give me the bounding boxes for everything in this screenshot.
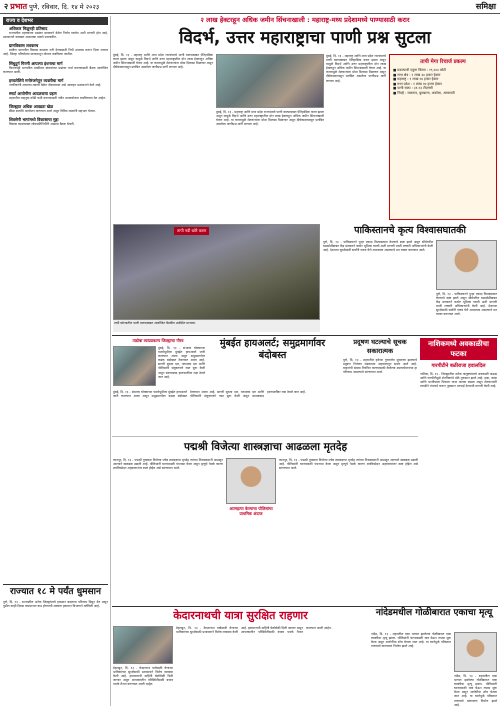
mumbai-body: मुंबई, दि. १३ - संभाव्य धोक्याच्या पार्श्वभूमीवर मुंबईत हायअलर्ट जारी करण्यात आला असून समुद्रमार्गावर कडक बंदोबस्त ठेवण्यात आला आहे. सागरी सुरक्षा दल, तटरक्षक दल आणि पोलिसांनी संयुक्तपणे गस्त सुरू केली असून संशयास्पद हालचालींवर लक्ष ठेवले जात आहे.	[113, 390, 306, 399]
page-number: २	[4, 2, 9, 11]
project-box-title: तापी मेगा रिचार्ज प्रकल्प	[420, 59, 466, 65]
lead-photo	[216, 54, 324, 108]
scientist-photo	[226, 458, 276, 504]
brief-head: जिल्ह्यात अधिक आवडता खेळ	[9, 104, 54, 110]
nanded-headline: नांदेडमधील गोळीबारात एकाचा मृत्यू	[375, 608, 493, 618]
lead-body-cont2: मुंबई, दि. १३ - महाराष्ट्र आणि मध्य प्रदेश राज्यांमध्ये पाणी वाटपाबाबत ऐतिहासिक करार झाला असून यामुळे विदर्भ आणि उत्तर महाराष्ट्रातील दोन लाख हेक्टरहून अधिक जमीन सिंचनाखाली येणार आहे. या करारामुळे शेतकऱ्यांना मोठा दिलासा मिळणार असून दीर्घकाळापासून प्रलंबित असलेला पाणीप्रश्न मार्गी लागला आहे.	[326, 54, 386, 83]
meeting-caption: तापी खोऱ्यातील पाणी वाटपाबाबत आयोजित बैठकीत उपस्थित मान्यवर.	[113, 320, 320, 332]
photo-label: तापी नदी खोरे करार	[174, 227, 209, 235]
pakistan-body: पुणे, दि. १३ - पाकिस्तानने पुन्हा एकदा विश्वासघात केल्याचे स्पष्ट झाले असून सीमेवरील घडामोडींबाबत केंद्र सरकारने कठोर भूमिका घ्यावी अशी मागणी माजी लष्करी अधिकाऱ्यांनी केली आहे. देशाच्या सुरक्षेसाठी सर्वांनी एकत्र येणे आवश्यक असल्याचे मत व्यक्त करण्यात आले.	[323, 240, 433, 253]
kedarnath-body-short: डेहराडून, दि. १३ - केदारनाथ यात्रेसाठी येणाऱ्या भाविकांच्या सुरक्षेसाठी प्रशासनाने विशेष व्यवस्था केली आहे. हवामानाची माहिती वेळोवेळी दिली जाणार असून आपत्कालीन परिस्थितीसाठी बचाव पथके तैनात करण्यात आली आहेत.	[113, 666, 173, 687]
project-item: ■ पाणी साठा : ३१.१३ टीएमसी	[393, 86, 433, 91]
nanded-body-cont: नांदेड, दि. १३ - शहरातील एका भागात झालेल्या गोळीबारात एका व्यक्तीचा मृत्यू झाला. पोलिसांनी घटनास्थळी धाव घेऊन तपास सुरू केला असून आरोपींचा शोध घेतला जात आहे. या घटनेमुळे परिसरात तणावाचे वातावरण निर्माण झाले आहे.	[454, 674, 497, 707]
pradushan-body: पुणे, दि. १३ - शहरातील हवेच्या गुणवत्तेत सुधारणा झाल्याचे प्रदूषण नियंत्रण मंडळाच्या अहवालातून समोर आले आहे. वाहनांची संख्या नियंत्रित करण्यासाठी केलेल्या उपाययोजनांचा हा परिणाम असल्याचे सांगण्यात आले.	[343, 358, 417, 375]
project-item: ■ महाराष्ट्र : १ लाख १७ हजार हेक्टर	[393, 77, 439, 82]
brief-head: सिंधुदुर्ग गिरणी आपल्या इंधनाचा मार्ग	[9, 60, 63, 66]
mumbai-headline: मुंबईत हायअलर्ट; समुद्रमार्गावर बंदोबस्त	[219, 338, 326, 361]
nashik-body: नाशिक, दि. १३ - जिल्ह्यातील अनेक तालुक्यांमध्ये अवकाळी पाऊस आणि गारपीटीमुळे शेतपिकांचे मोठे नुकसान झाले आहे. द्राक्ष, कांदा आणि भाजीपाला पिकांना याचा फटका बसला असून शेतकऱ्यांनी तातडीने पंचनामे करून नुकसान भरपाई देण्याची मागणी केली आहे.	[420, 372, 497, 389]
padma-kicker: आत्महत्या केल्याचा पोलिसांचा प्राथमिक अंदाज	[229, 506, 273, 516]
bottom-left-body: पुणे, दि. १३ - राज्यातील अनेक जिल्ह्यांमध्ये हवामान बदलाचा परिणाम दिसून येत असून पुढील काही दिवस तापमानात वाढ होण्याची शक्यता हवामान विभागाने वर्तविली आहे.	[3, 600, 108, 609]
pakistan-headline: पाकिस्तानचे कृत्य विश्वासघातकी	[354, 225, 466, 236]
project-item: ■ लाभ क्षेत्र : २ लाख ३४ हजार हेक्टर	[393, 72, 441, 77]
nashik-headline: नाशिकमध्ये अवकाळीचा फटका	[420, 338, 497, 360]
nashik-sub: गारपीटीने बळीराजा हवालदिल	[431, 363, 486, 369]
kedarnath-photo	[113, 626, 173, 664]
pakistan-body-cont: पुणे, दि. १३ - पाकिस्तानने पुन्हा एकदा विश्वासघात केल्याचे स्पष्ट झाले असून सीमेवरील घडामोडींबाबत केंद्र सरकारने कठोर भूमिका घ्यावी अशी मागणी माजी लष्करी अधिकाऱ्यांनी केली आहे. देशाच्या सुरक्षेसाठी सर्वांनी एकत्र येणे आवश्यक असल्याचे मत व्यक्त करण्यात आले.	[436, 292, 497, 317]
project-box	[389, 54, 497, 220]
kedarnath-body: डेहराडून, दि. १३ - केदारनाथ यात्रेसाठी येणाऱ्या भाविकांच्या सुरक्षेसाठी प्रशासनाने विशेष व्यवस्था केली आहे. हवामानाची माहिती वेळोवेळी दिली जाणार असून आपत्कालीन परिस्थितीसाठी बचाव पथके तैनात करण्यात आली आहेत.	[176, 626, 332, 635]
brief-body: नागरिकांनी आपल्या तक्रारी वेळेत नोंदवाव्यात असे आवाहन प्रशासनाने केले आहे.	[9, 82, 102, 87]
left-column-tag: राज्य व देशभर	[3, 17, 108, 25]
brief-head: ग्रामविकास लवकरच	[9, 43, 39, 49]
lead-body: मुंबई, दि. १३ - महाराष्ट्र आणि मध्य प्रदेश राज्यांमध्ये पाणी वाटपाबाबत ऐतिहासिक करार झाला असून यामुळे विदर्भ आणि उत्तर महाराष्ट्रातील दोन लाख हेक्टरहून अधिक जमीन सिंचनाखाली येणार आहे. या करारामुळे शेतकऱ्यांना मोठा दिलासा मिळणार असून दीर्घकाळापासून प्रलंबित असलेला पाणीप्रश्न मार्गी लागला आहे.	[113, 53, 213, 70]
lead-kicker: २ लाख हेक्टरहून अधिक जमीन सिंचनाखाली : महाराष्ट्र-मध्य प्रदेशामध्ये पाण्यासाठी करार	[200, 16, 410, 24]
brief-head: स्मार्ट आयोगीण आदलवाया ग्रहण	[9, 91, 57, 97]
lead-headline: विदर्भ, उत्तर महाराष्ट्राचा पाणी प्रश्न सुटला	[179, 28, 431, 48]
portrait-photo	[436, 240, 497, 290]
brief-body: राज्यातील महत्त्वाच्या प्रश्नांवर सरकारने वेळेत निर्णय घ्यावेत अशी मागणी होत आहे. प्रशासनाने याबाबत आवश्यक पावले उचलावीत.	[3, 31, 108, 40]
project-item: ■ जिल्हे : जळगाव, बुलढाणा, अकोला, अमरावती	[393, 90, 455, 95]
brief-body: क्रीडा स्पर्धांचे आयोजन करण्यात आले असून विविध शाळांनी सहभाग घेतला.	[9, 109, 96, 114]
padma-headline: पद्मश्री विजेत्या शास्त्रज्ञाचा आढळला मृतदेह	[183, 441, 348, 453]
meeting-photo	[113, 224, 320, 320]
brief-body: शहरातील वाहतूक कोंडी कमी करण्यासाठी नवीन उपाययोजना राबविण्यात येत आहेत.	[9, 96, 107, 101]
kedarnath-headline: केदारनाथची यात्रा सुरक्षित राहणार	[173, 609, 308, 622]
pradushan-headline: प्रदूषण घटल्याचे सूचक सकारात्मक	[353, 338, 407, 355]
dateline: पुणे, रविवार, दि. १४ मे २०२३	[29, 3, 100, 11]
project-item: ■ मध्य प्रदेश : १ लाख १७ हजार हेक्टर	[393, 81, 442, 86]
brief-head: अधिकार मिळूनही प्रतिसाद	[9, 26, 48, 31]
brief-head: शिवसेनी भागांमध्ये विकासाचा मुद्दा	[9, 117, 59, 123]
mumbai-tag: ताडोबा व्याघ्रप्रकल्प जिल्ह्याचा गौरव	[132, 338, 184, 343]
brief-body: ग्रामीण भागातील विकास कामांना गती देण्यासाठी निधी उपलब्ध करून दिला जाणार आहे. जिल्हा परिषदेच्या माध्यमातून योजना राबविल्या जातील.	[3, 48, 108, 57]
brief-body: विकास कामांबाबत लोकप्रतिनिधींनी आढावा बैठक घेतली.	[9, 122, 75, 127]
left-column-text	[3, 26, 108, 582]
padma-body-cont: कानपूर, दि. १३ - पद्मश्री पुरस्कार विजेत्या ज्येष्ठ शास्त्रज्ञाचा मृतदेह त्यांच्या निवासस्थानी आढळून आल्याने खळबळ उडाली आहे. पोलिसांनी घटनास्थळी पंचनामा केला असून मृत्यूचे नेमके कारण शवविच्छेदन अहवालानंतर स्पष्ट होईल असे सांगण्यात आले.	[279, 458, 418, 471]
tiger-photo	[113, 346, 156, 386]
masthead-logo: प्रभात	[10, 2, 28, 11]
brief-body: किनारपट्टी भागातील मच्छीमार बांधवांच्या प्रश्नांवर चर्चा करण्यासाठी बैठक आयोजित करण्यात आली.	[3, 65, 108, 74]
lead-body-cont: मुंबई, दि. १३ - महाराष्ट्र आणि मध्य प्रदेश राज्यांमध्ये पाणी वाटपाबाबत ऐतिहासिक करार झाला असून यामुळे विदर्भ आणि उत्तर महाराष्ट्रातील दोन लाख हेक्टरहून अधिक जमीन सिंचनाखाली येणार आहे. या करारामुळे शेतकऱ्यांना मोठा दिलासा मिळणार असून दीर्घकाळापासून प्रलंबित असलेला पाणीप्रश्न मार्गी लागला आहे.	[216, 110, 324, 127]
nanded-photo	[454, 632, 497, 672]
section-name: समिक्षा	[475, 2, 496, 11]
brief-head: हरवलेलिये मनोरंजनेतून व्यक्तीचा मार्ग	[9, 77, 64, 83]
nanded-body: नांदेड, दि. १३ - शहरातील एका भागात झालेल्या गोळीबारात एका व्यक्तीचा मृत्यू झाला. पोलिसांनी घटनास्थळी धाव घेऊन तपास सुरू केला असून आरोपींचा शोध घेतला जात आहे. या घटनेमुळे परिसरात तणावाचे वातावरण निर्माण झाले आहे.	[371, 632, 451, 649]
mumbai-body-short: मुंबई, दि. १३ - संभाव्य धोक्याच्या पार्श्वभूमीवर मुंबईत हायअलर्ट जारी करण्यात आला असून समुद्रमार्गावर कडक बंदोबस्त ठेवण्यात आला आहे. सागरी सुरक्षा दल, तटरक्षक दल आणि पोलिसांनी संयुक्तपणे गस्त सुरू केली असून संशयास्पद हालचालींवर लक्ष ठेवले जात आहे.	[158, 346, 205, 379]
project-item: ■ प्रकल्पाची एकूण किंमत : १९,२४४ कोटी	[393, 68, 446, 72]
padma-body: कानपूर, दि. १३ - पद्मश्री पुरस्कार विजेत्या ज्येष्ठ शास्त्रज्ञाचा मृतदेह त्यांच्या निवासस्थानी आढळून आल्याने खळबळ उडाली आहे. पोलिसांनी घटनास्थळी पंचनामा केला असून मृत्यूचे नेमके कारण शवविच्छेदन अहवालानंतर स्पष्ट होईल असे सांगण्यात आले.	[113, 458, 223, 471]
bottom-left-headline: राज्यात १८ मे पर्यंत धुमसान	[10, 587, 101, 597]
page-header	[0, 0, 500, 14]
